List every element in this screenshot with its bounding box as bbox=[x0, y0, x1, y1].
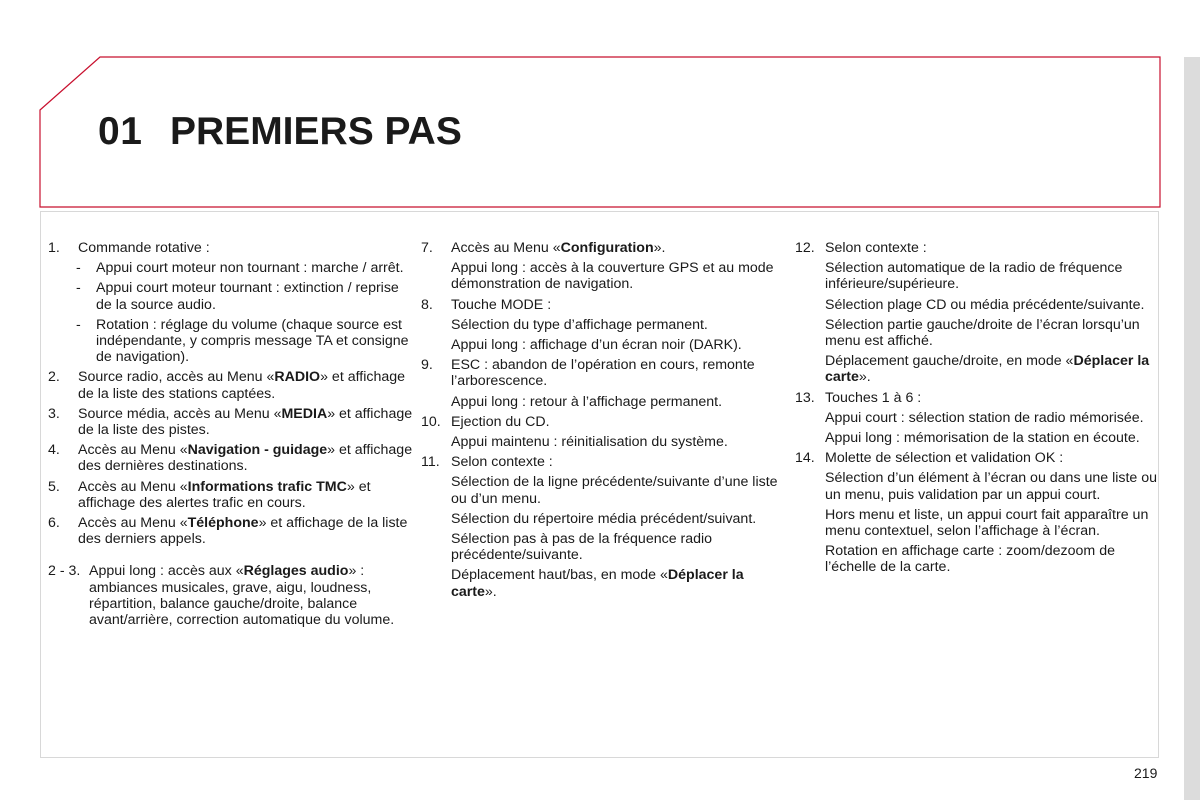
bold-text: Configuration bbox=[560, 240, 654, 256]
sub-paragraph bbox=[451, 474, 783, 506]
list-item bbox=[795, 240, 1160, 386]
side-tab bbox=[1184, 57, 1200, 800]
text-run: Commande rotative : bbox=[78, 240, 210, 256]
item-text bbox=[78, 406, 418, 438]
sub-paragraph bbox=[825, 353, 1160, 385]
text-run: Sélection plage CD ou média précédente/suivante. bbox=[825, 296, 1145, 313]
text-run: Appui court moteur tournant : extinction / reprise de la source audio. bbox=[96, 280, 399, 313]
text-run: Ejection du CD. bbox=[451, 413, 550, 430]
text-run: Déplacement gauche/droite, en mode « bbox=[825, 353, 1074, 370]
list-item bbox=[421, 297, 783, 354]
text-run: Sélection pas à pas de la fréquence radio précédente/suivante. bbox=[451, 531, 713, 564]
item-number: 7. bbox=[421, 240, 433, 256]
text-run: Appui court moteur non tournant : marche / arrêt. bbox=[96, 260, 404, 277]
list-item bbox=[421, 240, 783, 293]
sub-paragraph bbox=[825, 430, 1160, 446]
item-row bbox=[795, 450, 1160, 466]
text-run: Sélection de la ligne précédente/suivante d’une liste ou d’un menu. bbox=[451, 474, 778, 507]
text-run: » et affichage de la liste des derniers appels. bbox=[78, 515, 408, 548]
list-item bbox=[421, 357, 783, 410]
sub-paragraph bbox=[825, 297, 1160, 313]
page-number: 219 bbox=[1134, 765, 1158, 781]
sub-paragraph bbox=[825, 470, 1160, 502]
item-text bbox=[451, 297, 783, 313]
list-item bbox=[48, 240, 418, 365]
item-text bbox=[825, 390, 1160, 406]
text-run: Rotation : réglage du volume (chaque source est indépendante, y compris message TA et consigne de navigation). bbox=[96, 316, 409, 366]
text-run: Sélection partie gauche/droite de l’écran lorsqu’un menu est affiché. bbox=[825, 316, 1140, 350]
item-number: 13. bbox=[795, 389, 815, 406]
item-number: 3. bbox=[48, 405, 60, 422]
item-row bbox=[48, 406, 418, 438]
column-1 bbox=[48, 240, 418, 628]
text-run: Appui long : accès à la couverture GPS et au mode démonstration de navigation. bbox=[451, 260, 774, 293]
item-text bbox=[78, 479, 418, 511]
item-row bbox=[48, 369, 418, 401]
item-number: 12. bbox=[795, 240, 815, 256]
text-run: » et affichage de la liste des pistes. bbox=[78, 405, 413, 439]
item-row bbox=[48, 515, 418, 547]
extra-item bbox=[48, 563, 418, 628]
sub-paragraph bbox=[451, 511, 783, 527]
bold-text: MEDIA bbox=[281, 405, 328, 422]
text-run: Accès au Menu « bbox=[78, 478, 188, 495]
text-run: Déplacement haut/bas, en mode « bbox=[451, 567, 668, 584]
item-text bbox=[451, 454, 783, 470]
text-run: Appui long : retour à l’affichage permanent. bbox=[451, 393, 723, 410]
item-text bbox=[451, 414, 783, 430]
chapter-title: PREMIERS PAS bbox=[170, 110, 462, 153]
list-item bbox=[48, 479, 418, 511]
text-run: ». bbox=[484, 583, 497, 600]
sub-paragraph bbox=[825, 410, 1160, 426]
item-number: 9. bbox=[421, 357, 433, 374]
text-run: ». bbox=[653, 240, 666, 256]
item-text bbox=[451, 240, 783, 256]
text-run: Hors menu et liste, un appui court fait apparaître un menu contextuel, selon l’affichage à l’écran. bbox=[825, 506, 1149, 540]
item-row bbox=[795, 240, 1160, 256]
item-number: 14. bbox=[795, 450, 815, 467]
item-row bbox=[421, 297, 783, 313]
list-item bbox=[48, 406, 418, 438]
bold-text: RADIO bbox=[274, 369, 321, 386]
bold-text: Déplacer la carte bbox=[451, 567, 744, 600]
text-run: Accès au Menu « bbox=[78, 515, 188, 532]
sub-paragraph bbox=[451, 434, 783, 450]
bold-text: Déplacer la carte bbox=[825, 353, 1150, 386]
item-text bbox=[78, 515, 418, 547]
bold-text: Réglages audio bbox=[243, 563, 349, 580]
text-run: Selon contexte : bbox=[451, 454, 553, 471]
chapter-header-frame bbox=[0, 0, 1200, 215]
dash-marker: - bbox=[76, 260, 81, 277]
sub-paragraph bbox=[451, 394, 783, 410]
item-text bbox=[825, 240, 1160, 256]
bullet-text bbox=[96, 317, 418, 366]
item-number: 2 - 3. bbox=[48, 563, 81, 580]
item-number: 6. bbox=[48, 515, 60, 532]
item-text bbox=[89, 563, 418, 628]
column-3 bbox=[795, 240, 1160, 580]
sub-paragraph bbox=[451, 567, 783, 599]
item-row bbox=[421, 240, 783, 256]
bold-text: Téléphone bbox=[187, 515, 259, 532]
text-run: Rotation en affichage carte : zoom/dezoom de l’échelle de la carte. bbox=[825, 543, 1115, 576]
bold-text: Navigation - guidage bbox=[187, 442, 328, 459]
text-run: Accès au Menu « bbox=[78, 442, 188, 459]
text-run: Sélection d’un élément à l’écran ou dans une liste ou un menu, puis validation par un appui court. bbox=[825, 470, 1158, 503]
item-text bbox=[78, 442, 418, 474]
column-2 bbox=[421, 240, 783, 604]
text-run: Sélection automatique de la radio de fréquence inférieure/supérieure. bbox=[825, 260, 1123, 293]
text-run: Molette de sélection et validation OK : bbox=[825, 450, 1064, 467]
item-row bbox=[421, 357, 783, 389]
bullet-text bbox=[96, 280, 418, 312]
list-item bbox=[48, 515, 418, 547]
list-item bbox=[795, 390, 1160, 447]
text-run: » et affichage de la liste des stations captées. bbox=[78, 369, 406, 402]
item-number: 4. bbox=[48, 442, 60, 459]
sub-paragraph bbox=[451, 337, 783, 353]
item-row bbox=[48, 479, 418, 511]
text-run: » et affichage des alertes trafic en cours. bbox=[78, 478, 371, 511]
text-run: Touche MODE : bbox=[451, 296, 552, 313]
item-number: 2. bbox=[48, 369, 60, 386]
dash-marker: - bbox=[76, 280, 81, 297]
list-item bbox=[421, 414, 783, 450]
item-row bbox=[48, 240, 418, 256]
bullet-item bbox=[76, 317, 418, 366]
bold-text: Informations trafic TMC bbox=[187, 478, 347, 495]
text-run: ». bbox=[858, 369, 871, 386]
text-run: Sélection du type d’affichage permanent. bbox=[451, 316, 708, 333]
bullet-list bbox=[48, 260, 418, 365]
text-run: Source radio, accès au Menu « bbox=[78, 369, 275, 386]
item-text bbox=[78, 240, 418, 256]
text-run: Accès au Menu « bbox=[451, 240, 561, 256]
text-run: Selon contexte : bbox=[825, 240, 927, 256]
item-row bbox=[421, 454, 783, 470]
item-number: 5. bbox=[48, 478, 60, 495]
text-run: Source média, accès au Menu « bbox=[78, 405, 282, 422]
list-item bbox=[48, 442, 418, 474]
list-item bbox=[48, 369, 418, 401]
text-run: Appui maintenu : réinitialisation du système. bbox=[451, 434, 728, 451]
text-run: Appui long : affichage d’un écran noir (DARK). bbox=[451, 337, 742, 354]
sub-paragraph bbox=[451, 260, 783, 292]
text-run: ESC : abandon de l’opération en cours, remonte l’arborescence. bbox=[451, 357, 755, 390]
sub-paragraph bbox=[825, 260, 1160, 292]
item-number: 8. bbox=[421, 296, 433, 313]
bullet-text bbox=[96, 260, 404, 276]
bullet-item bbox=[76, 280, 418, 312]
text-run: Appui court : sélection station de radio mémorisée. bbox=[825, 409, 1144, 426]
item-number: 1. bbox=[48, 240, 60, 256]
item-row bbox=[795, 390, 1160, 406]
text-run: Appui long : accès aux « bbox=[89, 563, 244, 580]
text-run: » et affichage des dernières destinations. bbox=[78, 442, 413, 475]
item-text bbox=[78, 369, 418, 401]
chapter-number: 01 bbox=[98, 110, 143, 153]
sub-paragraph bbox=[825, 507, 1160, 539]
sub-paragraph bbox=[825, 543, 1160, 575]
text-run: Touches 1 à 6 : bbox=[825, 389, 922, 406]
sub-paragraph bbox=[451, 531, 783, 563]
item-number: 10. bbox=[421, 413, 441, 430]
item-text bbox=[451, 357, 783, 389]
text-run: Appui long : mémorisation de la station en écoute. bbox=[825, 430, 1140, 447]
bullet-item bbox=[76, 260, 418, 276]
list-item bbox=[421, 454, 783, 600]
item-text bbox=[825, 450, 1160, 466]
item-row bbox=[48, 442, 418, 474]
text-run: Sélection du répertoire média précédent/suivant. bbox=[451, 510, 757, 527]
dash-marker: - bbox=[76, 316, 81, 333]
item-row bbox=[421, 414, 783, 430]
list-item bbox=[795, 450, 1160, 575]
sub-paragraph bbox=[451, 317, 783, 333]
sub-paragraph bbox=[825, 317, 1160, 349]
text-run: » : ambiances musicales, grave, aigu, loudness, répartition, balance gauche/droite, balance avant/arrière, correction automatique du volume. bbox=[89, 563, 395, 629]
item-number: 11. bbox=[421, 454, 440, 471]
